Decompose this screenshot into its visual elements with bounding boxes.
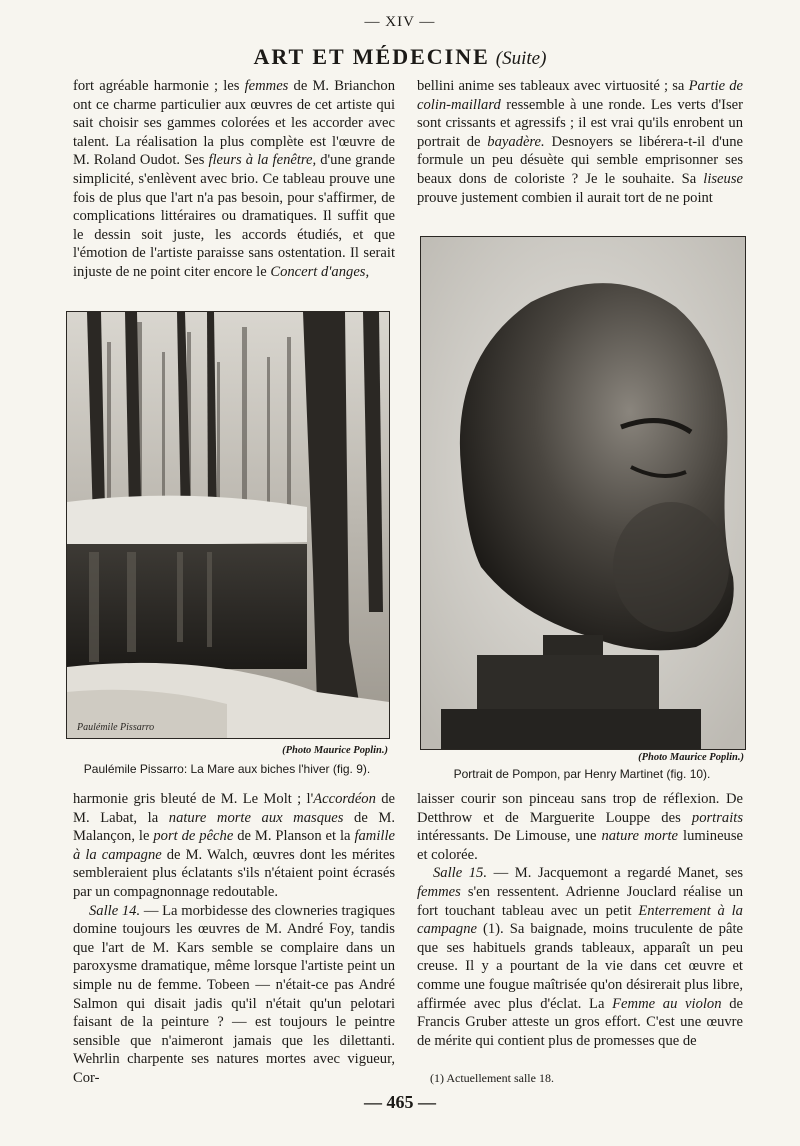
footnote: (1) Actuellement salle 18. xyxy=(430,1071,554,1085)
left-column-bottom: harmonie gris bleuté de M. Le Molt ; l'Accordéon de M. Labat, la nature morte aux masques de M. Malançon, le port de pêche de M. Planson et la famille à la campagne de M. Walch, œuvres dont les mérites sembleraient plus éclatants s'ils n'étaient point écrasés par un compagnonnage redoutable. Salle 14. — La morbidesse des clowneries tragiques domine toujours les œuvres de M. André Foy, tandis que l'art de M. Kars semble se complaire dans un paroxysme dramatique, même lorsque l'artiste peint un simple nu de femme. Tobeen — n'était-ce pas André Salmon qui disait jadis qu'il n'était qu'un pelotari faisant de la peinture ? — est toujours le peintre sensible que n'aimeront jamais que les dilettanti. Wehrlin charpente ses natures mortes avec vigueur, Cor- xyxy=(73,791,396,1086)
right-column-top: bellini anime ses tableaux avec virtuosité ; sa Partie de colin-maillard ressemble à une ronde. Les verts d'Iser sont crissants et agressifs ; il est vrai qu'ils enrobent un portrait de bayadère. Desnoyers se libérera-t-il d'une formule un peu désuète qui semble emprisonner ses beaux dons de coloriste ? Je le souhaite. Sa liseuse prouve justement combien il aurait tort de ne point xyxy=(417,78,743,206)
header-title: ART ET MÉDECINE xyxy=(253,44,490,69)
figure-pompon-bust xyxy=(420,236,746,750)
caption-fig10: Portrait de Pompon, par Henry Martinet (fig. 10). xyxy=(453,767,711,781)
header-suite: (Suite) xyxy=(495,48,547,69)
left-column-top: fort agréable harmonie ; les femmes de M. Brianchon ont ce charme particulier aux œuvres de cet artiste qui sait choisir ses gammes colorées et les accorder avec talent. La réalisation la plus complète est l'œuvre de M. Roland Oudot. Ses fleurs à la fenêtre, d'une grande simplicité, s'enlèvent avec brio. Ce tableau prouve une fois de plus que l'art n'a pas besoin, pour s'affirmer, de complications littéraires ou dramatiques. Il suffit que le dessin soit juste, les accords étudiés, et que l'émotion de l'artiste paraisse sans ostentation. Il serait injuste de ne point citer encore le Concert d'anges, xyxy=(73,78,396,280)
bronze-bust-image xyxy=(421,237,745,749)
page-number: — 465 — xyxy=(364,1092,436,1112)
figure-pissarro-painting xyxy=(66,311,390,739)
page-header xyxy=(0,44,800,70)
winter-forest-pond-image xyxy=(67,312,389,738)
folio: — XIV — xyxy=(364,14,436,30)
painting-signature: Paulémile Pissarro xyxy=(77,722,155,733)
right-column-bottom: laisser courir son pinceau sans trop de réflexion. De Detthrow et de Marguerite Louppe des portraits intéressants. De Limouse, une nature morte lumineuse et colorée. Salle 15. — M. Jacquemont a regardé Manet, ses femmes s'en ressentent. Adrienne Jouclard réalise un fort touchant tableau avec un petit Enterrement à la campagne (1). Sa baignade, moins truculente de pâte que ses habituels grands tableaux, apparaît un peu creuse. Il y a pourtant de la vie dans cet œuvre et comme une fougue maîtrisée qu'on désirerait plus libre, affirmée avec plus d'éclat. La Femme au violon de Francis Gruber atteste un gros effort. C'est une œuvre de mérite qui contient plus de promesses que de xyxy=(417,791,744,1049)
caption-fig9: Paulémile Pissarro: La Mare aux biches l'hiver (fig. 9). xyxy=(83,762,371,776)
photo-credit-fig10: (Photo Maurice Poplin.) xyxy=(638,752,744,763)
photo-credit-fig9: (Photo Maurice Poplin.) xyxy=(282,745,388,756)
